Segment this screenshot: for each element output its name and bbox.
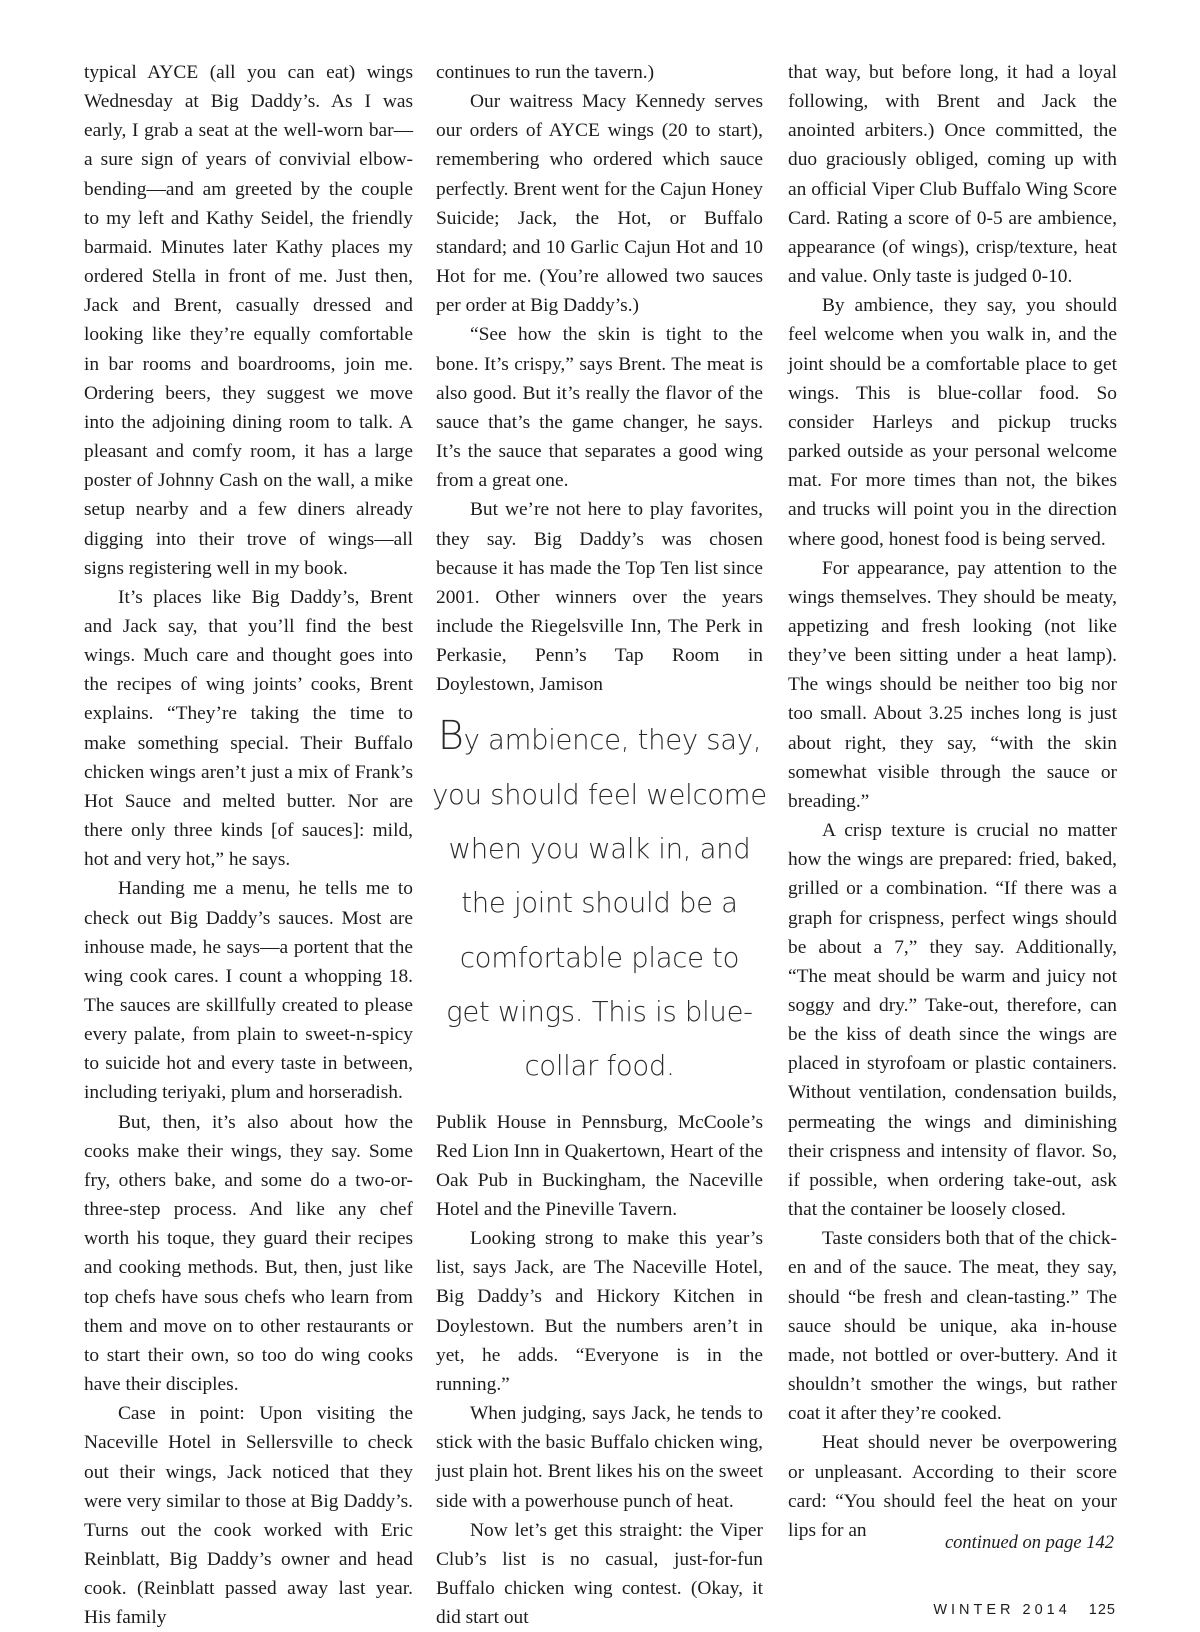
pull-quote-drop-letter: B	[437, 713, 464, 760]
paragraph: Our waitress Macy Kennedy serves our orders of AYCE wings (20 to start), remembering who ordered which sauce perfectly. Brent went for the Cajun Honey Suicide; Jack, the Hot, or Buffalo standard; and 10 Garlic Cajun Hot and 10 Hot for me. (You’re allowed two sauces per order at Big Daddy’s.)	[436, 91, 763, 317]
paragraph: Handing me a menu, he tells me to check out Big Daddy’s sauces. Most are inhouse made, he says—a portent that the wing cook cares. I count a whopping 18. The sauces are skillfully created to please every palate, from plain to sweet-n-spicy to suicide hot and every taste in between, including teriyaki, plum and horseradish.	[84, 878, 413, 1104]
page-number: 125	[1088, 1602, 1116, 1618]
paragraph: It’s places like Big Daddy’s, Brent and Jack say, that you’ll find the best wings. Much care and thought goes into the recipes of wing joints’ cooks, Brent explains. “They’re taking the time to make something special. Their Buffalo chicken wings aren’t just a mix of Frank’s Hot Sauce and melted butter. Nor are there only three kinds [of sauces]: mild, hot and very hot,” he says.	[84, 586, 413, 871]
issue-label: WINTER 2014	[933, 1602, 1071, 1618]
paragraph: Looking strong to make this year’s list, says Jack, are The Naceville Hotel, Big Daddy’s and Hickory Kitchen in Doylestown. But the numbers aren’t in yet, he adds. “Everyone is in the running.”	[436, 1228, 763, 1395]
paragraph: When judging, says Jack, he tends to stick with the basic Buffalo chicken wing, just plain hot. Brent likes his on the sweet side with a powerhouse punch of heat.	[436, 1403, 763, 1512]
article-column-1	[84, 58, 413, 1632]
pull-quote-line: you should feel welcome	[432, 778, 767, 811]
paragraph: Heat should never be overpowering or unpleasant. According to their score card: “You should feel the heat on your lips for an	[788, 1432, 1117, 1541]
paragraph: But we’re not here to play favorites, they say. Big Daddy’s was chosen because it has made the Top Ten list since 2001. Other winners over the years include the Riegelsville Inn, The Perk in Perkasie, Penn’s Tap Room in Doylestown, Jamison	[436, 499, 763, 696]
paragraph: Now let’s get this straight: the Viper Club’s list is no casual, just-for-fun Buffalo chicken wing contest. (Okay, it did start out	[436, 1519, 763, 1629]
pull-quote-line: the joint should be a	[461, 887, 738, 920]
continued-note: continued on page 142	[944, 1533, 1114, 1553]
article-column-3	[788, 58, 1117, 1545]
paragraph: But, then, it’s also about how the cooks make their wings, they say. Some fry, others bake, and some do a two-or-three-step process. And like any chef worth his toque, they guard their recipes and cooking methods. But, then, just like top chefs have sous chefs who learn from them and move on to other restaurants or to start their own, so too do wing cooks have their disciples.	[84, 1111, 413, 1396]
paragraph: Case in point: Upon visiting the Naceville Hotel in Sellersville to check out their wings, Jack noticed that they were very similar to those at Big Daddy’s. Turns out the cook worked with Eric Reinblatt, Big Daddy’s owner and head cook. (Reinblatt passed away last year. His family	[84, 1403, 413, 1629]
pull-quote-line: By ambience, they say,	[437, 713, 762, 760]
page-footer	[933, 1602, 1116, 1618]
article-column-2	[432, 58, 767, 1632]
pull-quote-line: when you walk in, and	[448, 833, 751, 866]
paragraph: typical AYCE (all you can eat) wings Wednesday at Big Daddy’s. As I was early, I grab a seat at the well-worn bar—a sure sign of years of convivial elbow-bending—and am greeted by the couple to my left and Kathy Seidel, the friendly barmaid. Minutes later Kathy places my ordered Stella in front of me. Just then, Jack and Brent, casually dressed and looking like they’re equally comfortable in bar rooms and boardrooms, join me. Ordering beers, they suggest we move into the adjoining dining room to talk. A pleasant and comfy room, it has a large poster of Johnny Cash on the wall, a mike setup nearby and a few diners already digging into their trove of wings—all signs registering well in my book.	[84, 62, 413, 579]
paragraph: For appearance, pay attention to the wings themselves. They should be meaty, appetizing and fresh looking (not like they’ve been sitting under a heat lamp). The wings should be neither too big nor too small. About 3.25 inches long is just about right, they say, “with the skin somewhat visible through the sauce or breading.”	[788, 557, 1117, 812]
pull-quote-line: get wings. This is blue-	[446, 995, 753, 1028]
pull-quote-line: comfortable place to	[459, 941, 740, 974]
paragraph: Taste considers both that of the chicken and of the sauce. The meat, they say, should “be fresh and clean-tasting.” The sauce should be unique, aka in-house made, not bottled or over-buttery. And it shouldn’t smother the wings, but rather coat it after they’re cooked.	[788, 1228, 1117, 1425]
paragraph: A crisp texture is crucial no matter how the wings are prepared: fried, baked, grilled or a combination. “If there was a graph for crispness, perfect wings should be about a 7,” they say. Additionally, “The meat should be warm and juicy not soggy and dry.” Take-out, therefore, can be the kiss of death since the wings are placed in styrofoam or plastic containers. Without ventilation, condensation builds, permeating the wings and diminishing their crispness and intensity of flavor. So, if possible, when ordering take-out, ask that the container be loosely closed.	[788, 820, 1117, 1221]
paragraph: “See how the skin is tight to the bone. It’s crispy,” says Brent. The meat is also good. But it’s really the flavor of the sauce that’s the game changer, he says. It’s the sauce that separates a good wing from a great one.	[436, 324, 763, 492]
paragraph: that way, but before long, it had a loyal following, with Brent and Jack the anointed arbiters.) Once committed, the duo graciously obliged, coming up with an official Viper Club Buffalo Wing Score Card. Rating a score of 0-5 are ambience, appearance (of wings), crisp/texture, heat and value. Only taste is judged 0-10.	[788, 62, 1117, 288]
paragraph: continues to run the tavern.)	[436, 62, 655, 83]
pull-quote-line: collar food.	[524, 1050, 675, 1083]
paragraph: Publik House in Pennsburg, McCoole’s Red Lion Inn in Quakertown, Heart of the Oak Pub in Buckingham, the Naceville Hotel and the Pineville Tavern.	[436, 1111, 763, 1220]
paragraph: By ambience, they say, you should feel welcome when you walk in, and the joint should be a comfortable place to get wings. This is blue-collar food. So consider Harleys and pickup trucks parked outside as your personal welcome mat. For more times than not, the bikes and trucks will point you in the direction where good, honest food is being served.	[788, 295, 1117, 550]
pull-quote	[432, 709, 767, 1093]
